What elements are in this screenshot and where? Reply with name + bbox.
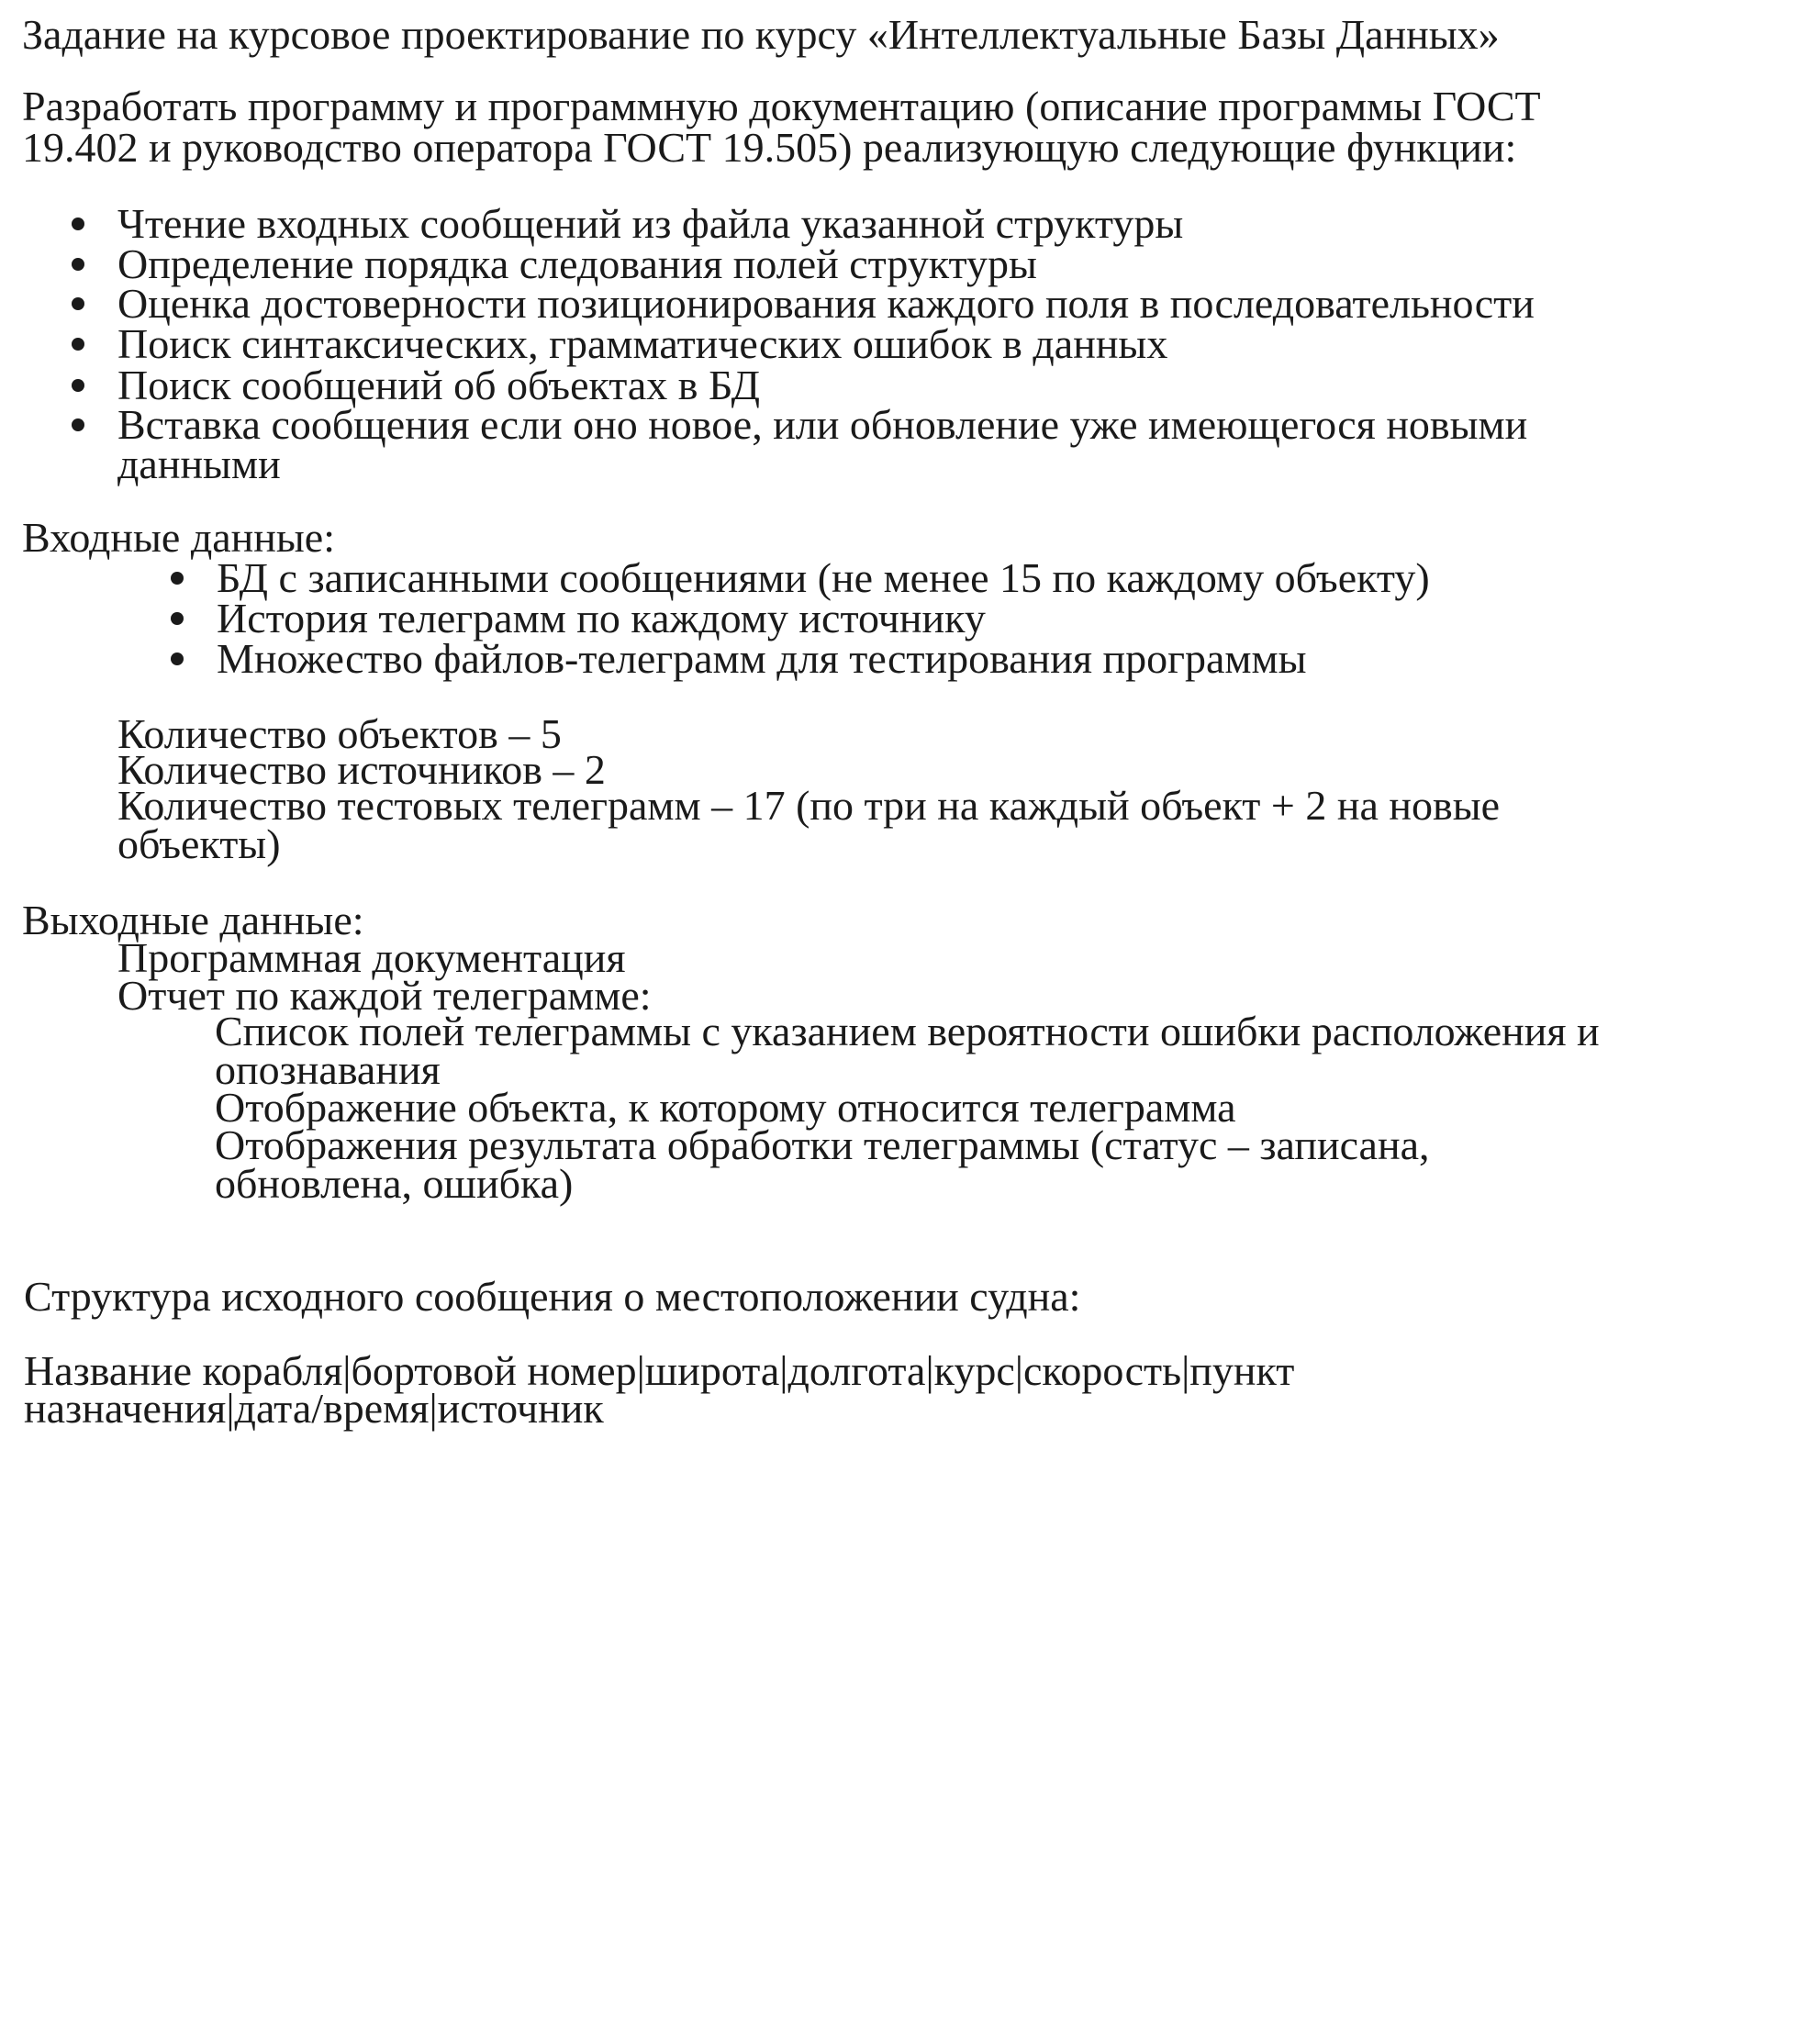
test-telegrams-count-continuation: объекты): [117, 820, 281, 867]
input-item: История телеграмм по каждому источнику: [217, 595, 986, 641]
sources-count: Количество источников – 2: [117, 746, 606, 793]
structure-format-line-2: назначения|дата/время|источник: [24, 1385, 604, 1432]
report-fields-item-continuation: опознавания: [215, 1046, 441, 1093]
report-result-item: Отображения результата обработки телеграммы (статус – записана,: [215, 1121, 1430, 1168]
function-item: Поиск синтаксических, грамматических ошибок в данных: [117, 320, 1168, 367]
report-result-item-continuation: обновлена, ошибка): [215, 1160, 574, 1207]
function-item-continuation: данными: [117, 441, 281, 487]
structure-heading: Структура исходного сообщения о местоположении судна:: [24, 1273, 1081, 1320]
input-item: БД с записанными сообщениями (не менее 15 по каждому объекту): [217, 554, 1430, 601]
output-heading: Выходные данные:: [22, 897, 364, 943]
input-item: Множество файлов-телеграмм для тестирования программы: [217, 635, 1307, 682]
bullet-icon: [72, 218, 84, 230]
function-item: Поиск сообщений об объектах в БД: [117, 362, 761, 408]
bullet-icon: [72, 418, 84, 431]
bullet-icon: [72, 338, 84, 351]
test-telegrams-count: Количество тестовых телеграмм – 17 (по три на каждый объект + 2 на новые: [117, 782, 1501, 829]
intro-line-2: 19.402 и руководство оператора ГОСТ 19.505) реализующую следующие функции:: [22, 124, 1517, 171]
function-item: Вставка сообщения если оно новое, или обновление уже имеющегося новыми: [117, 401, 1528, 448]
intro-line-1: Разработать программу и программную документацию (описание программы ГОСТ: [22, 83, 1541, 129]
function-item: Оценка достоверности позиционирования каждого поля в последовательности: [117, 280, 1535, 327]
function-item: Определение порядка следования полей структуры: [117, 240, 1037, 287]
bullet-icon: [171, 572, 184, 585]
report-heading: Отчет по каждой телеграмме:: [117, 972, 652, 1019]
bullet-icon: [72, 258, 84, 271]
structure-format-line-1: Название корабля|бортовой номер|широта|долгота|курс|скорость|пункт: [24, 1347, 1295, 1394]
bullet-icon: [171, 612, 184, 625]
output-documentation: Программная документация: [117, 934, 626, 981]
objects-count: Количество объектов – 5: [117, 710, 562, 757]
bullet-icon: [72, 297, 84, 310]
report-fields-item: Список полей телеграммы с указанием вероятности ошибки расположения и: [215, 1008, 1600, 1054]
document-title: Задание на курсовое проектирование по курсу «Интеллектуальные Базы Данных»: [22, 11, 1500, 58]
bullet-icon: [171, 652, 184, 665]
input-heading: Входные данные:: [22, 514, 336, 561]
bullet-icon: [72, 379, 84, 392]
report-object-item: Отображение объекта, к которому относится телеграмма: [215, 1084, 1236, 1131]
function-item: Чтение входных сообщений из файла указанной структуры: [117, 200, 1184, 247]
